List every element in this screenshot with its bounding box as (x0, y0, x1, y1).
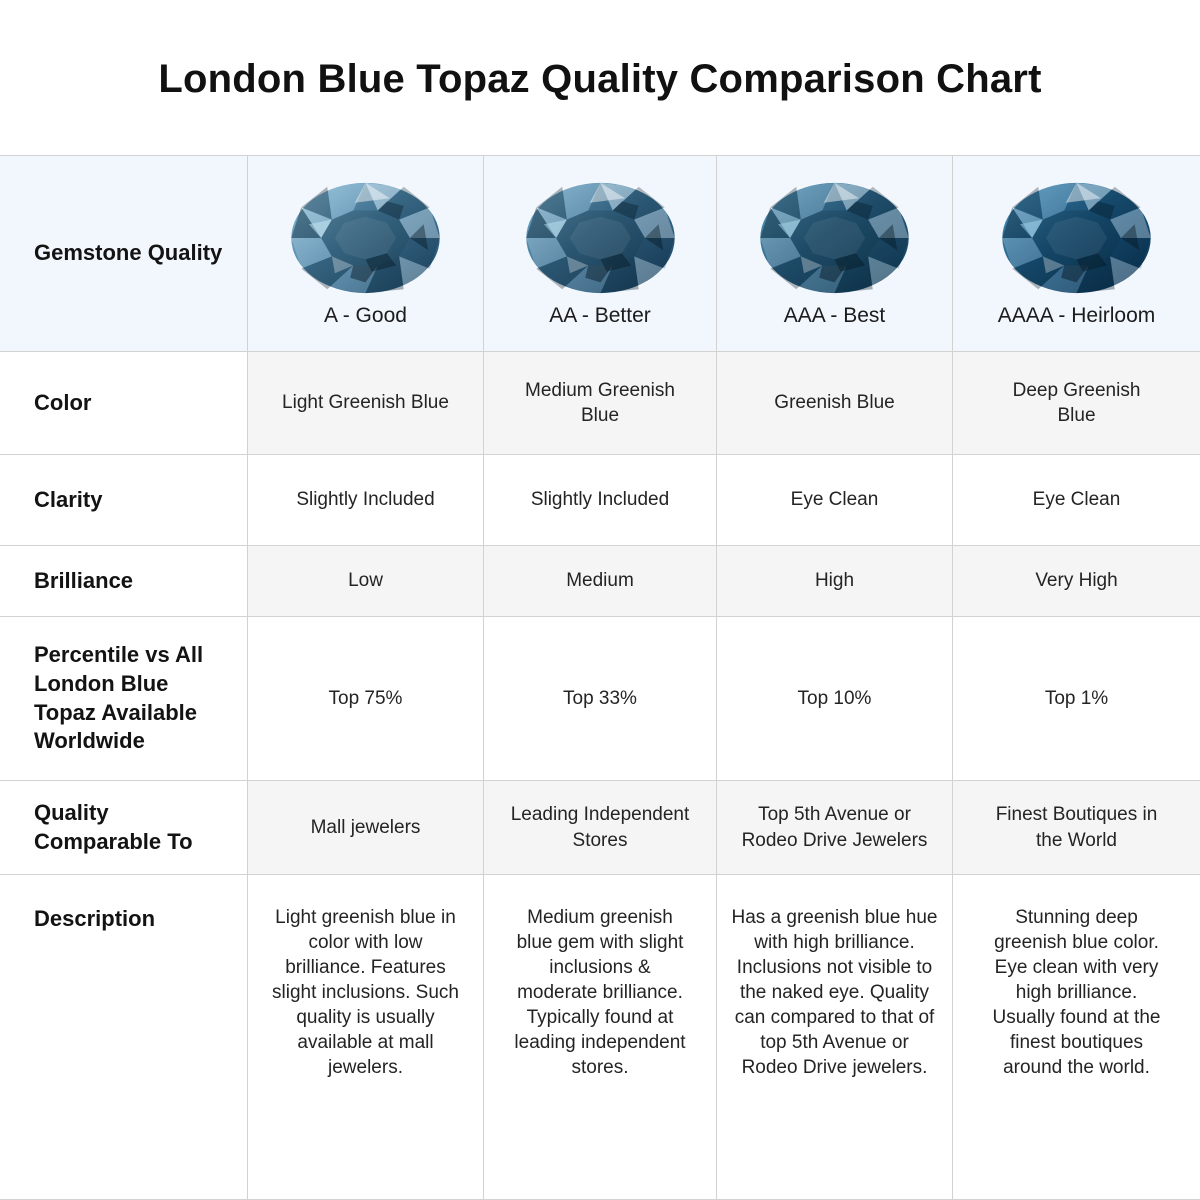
grade-header-a (248, 156, 484, 352)
cell-text: Light Greenish Blue (282, 392, 449, 414)
cell-text: Slightly Included (530, 489, 670, 511)
cell-brilliance-aa (484, 546, 717, 617)
cell-clarity-aa (484, 455, 717, 546)
grade-label-aaa: AAA - Best (783, 304, 886, 327)
cell-percentile-vs-all-london-blue-topaz-avai-a (248, 617, 484, 781)
row-label-clarity (0, 455, 248, 546)
cell-text: Top 10% (797, 687, 872, 709)
cell-text: Medium (566, 570, 634, 592)
cell-color-aaaa (953, 352, 1200, 455)
cell-description-aa (484, 875, 717, 1200)
cell-text: Eye Clean (790, 489, 879, 511)
cell-clarity-aaaa (953, 455, 1200, 546)
cell-quality-comparable-to-aaaa (953, 781, 1200, 875)
corner-header-gemstone-quality (0, 156, 248, 352)
page-title: London Blue Topaz Quality Comparison Chart (158, 57, 1042, 101)
cell-color-aaa (717, 352, 953, 455)
row-label-text-clarity: Clarity (34, 486, 103, 512)
gem-a-good-image (289, 179, 442, 297)
grade-label-a: A - Good (324, 304, 407, 327)
row-label-text-percentile-vs-all-london-blue-topaz-avai: Percentile vs All London Blue Topaz Available Worldwide (34, 642, 204, 754)
cell-quality-comparable-to-aa (484, 781, 717, 875)
cell-percentile-vs-all-london-blue-topaz-avai-aaa (717, 617, 953, 781)
row-label-description (0, 875, 248, 1200)
cell-description-a (248, 875, 484, 1200)
cell-brilliance-a (248, 546, 484, 617)
cell-quality-comparable-to-aaa (717, 781, 953, 875)
grade-header-aa (484, 156, 717, 352)
cell-percentile-vs-all-london-blue-topaz-avai-aaaa (953, 617, 1200, 781)
cell-text: Deep Greenish Blue (1012, 379, 1141, 426)
grade-label-aaaa: AAAA - Heirloom (997, 304, 1156, 327)
grade-header-aaa (717, 156, 953, 352)
title-band (0, 0, 1200, 155)
cell-text: Medium greenish blue gem with slight inclusions & moderate brilliance. Typically found at leading independent stores. (514, 907, 686, 1079)
row-label-quality-comparable-to (0, 781, 248, 875)
grade-label-aa: AA - Better (549, 304, 651, 327)
cell-text: Leading Independent Stores (510, 804, 690, 851)
cell-text: Top 1% (1044, 687, 1109, 709)
cell-text: Mall jewelers (310, 816, 421, 838)
cell-text: Top 75% (328, 687, 403, 709)
cell-description-aaa (717, 875, 953, 1200)
gem-aa-better-image (524, 179, 677, 297)
cell-text: Top 33% (563, 687, 637, 709)
row-label-text-description: Description (34, 906, 156, 931)
cell-color-a (248, 352, 484, 455)
cell-brilliance-aaa (717, 546, 953, 617)
cell-text: Slightly Included (296, 489, 435, 511)
cell-text: Finest Boutiques in the World (995, 804, 1158, 851)
cell-clarity-a (248, 455, 484, 546)
cell-brilliance-aaaa (953, 546, 1200, 617)
row-label-text-quality-comparable-to: Quality Comparable To (34, 799, 193, 854)
cell-text: Very High (1035, 570, 1118, 592)
cell-text: Eye Clean (1032, 489, 1121, 511)
cell-percentile-vs-all-london-blue-topaz-avai-aa (484, 617, 717, 781)
cell-text: Low (348, 570, 383, 592)
gemstone-quality-label: Gemstone Quality (34, 240, 223, 266)
gem-aaaa-heirloom-image (1000, 179, 1153, 297)
row-label-brilliance (0, 546, 248, 617)
gem-aaa-best-image (758, 179, 911, 297)
cell-quality-comparable-to-a (248, 781, 484, 875)
row-label-percentile-vs-all-london-blue-topaz-avai (0, 617, 248, 781)
cell-text: Has a greenish blue hue with high brilliance. Inclusions not visible to the naked eye. Quality can compared to that of top 5th Avenue or Rodeo Drive jewelers. (731, 907, 938, 1079)
row-label-text-color: Color (34, 389, 92, 415)
cell-text: Medium Greenish Blue (525, 379, 675, 426)
cell-clarity-aaa (717, 455, 953, 546)
grade-header-aaaa (953, 156, 1200, 352)
cell-text: Top 5th Avenue or Rodeo Drive Jewelers (741, 804, 928, 851)
quality-comparison-table (0, 155, 1200, 1200)
cell-color-aa (484, 352, 717, 455)
cell-description-aaaa (953, 875, 1200, 1200)
cell-text: Stunning deep greenish blue color. Eye clean with very high brilliance. Usually found at the finest boutiques around the world. (992, 907, 1161, 1079)
cell-text: Light greenish blue in color with low brilliance. Features slight inclusions. Such quality is usually available at mall jewelers. (272, 907, 459, 1079)
row-label-text-brilliance: Brilliance (34, 567, 134, 593)
cell-text: High (814, 570, 855, 592)
cell-text: Greenish Blue (774, 392, 895, 414)
row-label-color (0, 352, 248, 455)
